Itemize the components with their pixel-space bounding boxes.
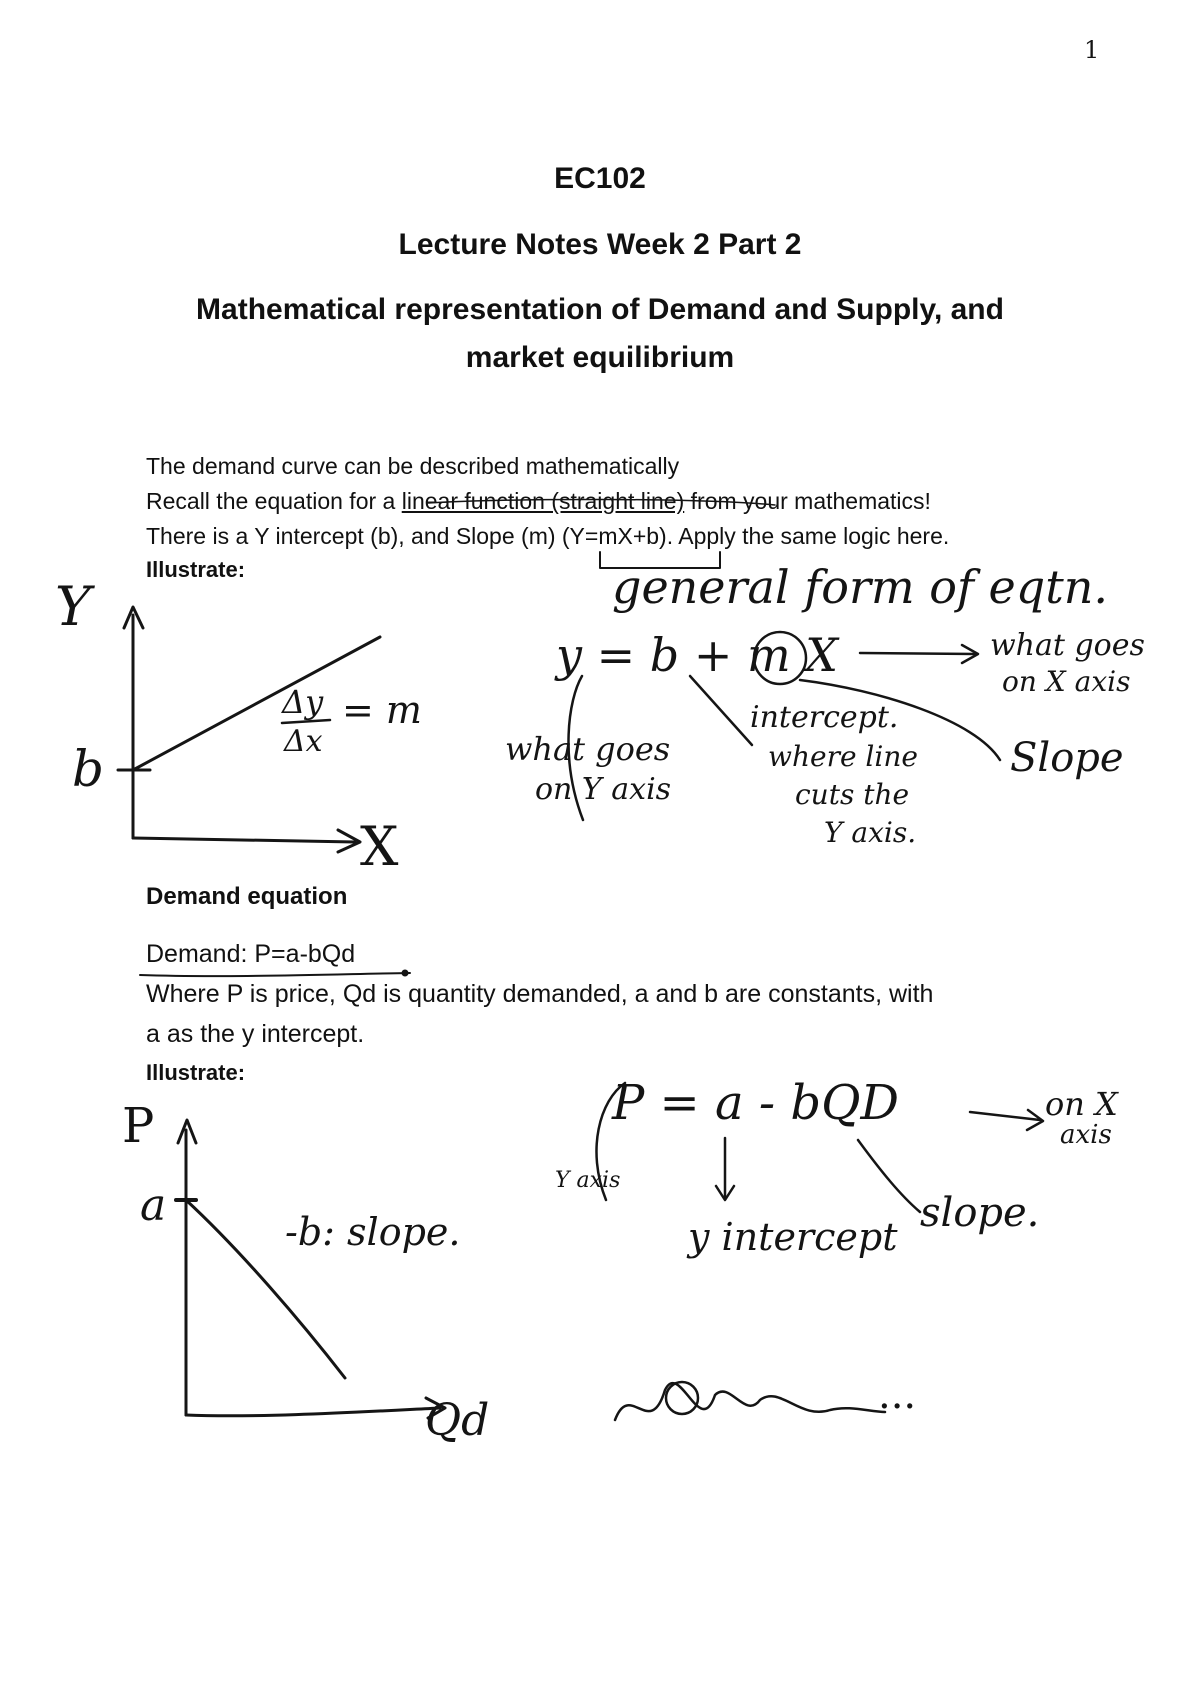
intercept-label-b: b	[72, 740, 105, 798]
on-x-axis-line2: axis	[1060, 1120, 1112, 1150]
what-goes-on-y-line1: what goes	[505, 730, 671, 768]
intro-line-2-start: Recall the equation for a	[146, 488, 402, 514]
y-axis-note: Y axis	[555, 1168, 621, 1193]
demand-where-line2: a as the y intercept.	[146, 1020, 365, 1048]
what-goes-on-x-line1: what goes	[990, 628, 1145, 663]
illustrate-label-2: Illustrate:	[146, 1060, 246, 1085]
y-intercept-note: y intercept	[688, 1215, 898, 1259]
slope-formula-denominator: Δx	[284, 724, 323, 759]
axis-label-x: X	[360, 815, 399, 878]
course-title: EC102	[554, 162, 646, 195]
intro-line-2-linear: linear function (straight line)	[401, 488, 685, 514]
slope-formula-equals-m: = m	[342, 688, 422, 732]
intro-line-3: There is a Y intercept (b), and Slope (m) (Y=mX+b). Apply the same logic here.	[146, 523, 950, 549]
intercept-note-line4: Y axis.	[824, 816, 917, 849]
demand-handwritten-equation: P = a - bQD	[612, 1075, 899, 1131]
intercept-note-line2: where line	[768, 740, 918, 773]
intercept-note-line1: intercept.	[750, 700, 899, 735]
axis-label-qd: Qd	[425, 1395, 490, 1446]
page-number: 1	[1084, 36, 1100, 64]
what-goes-on-x-line2: on X axis	[1002, 665, 1131, 698]
axis-label-y: Y	[55, 575, 91, 638]
intercept-label-a: a	[140, 1180, 167, 1231]
lecture-title: Lecture Notes Week 2 Part 2	[398, 228, 802, 261]
demand-where-line1: Where P is price, Qd is quantity demanded, a and b are constants, with	[146, 980, 934, 1008]
demand-equation: Demand: P=a-bQd	[146, 940, 356, 968]
topic-title-line2: market equilibrium	[465, 341, 735, 374]
slope-formula-numerator: Δy	[282, 683, 324, 721]
demand-heading: Demand equation	[146, 883, 348, 910]
on-x-axis-line1: on X	[1045, 1085, 1118, 1123]
intro-line-1: The demand curve can be described mathematically	[146, 453, 680, 479]
intro-line-2-end: from your mathematics!	[684, 488, 931, 514]
what-goes-on-y-line2: on Y axis	[535, 772, 672, 807]
general-equation: y = b + m X	[556, 628, 838, 682]
slope-note-2: slope.	[920, 1190, 1040, 1236]
intercept-note-line3: cuts the	[795, 778, 910, 811]
slope-note: Slope	[1010, 735, 1124, 781]
axis-label-p: P	[122, 1098, 155, 1154]
general-form-label: general form of eqtn.	[612, 560, 1108, 614]
scribble-tail: ...	[878, 1372, 917, 1418]
illustrate-label-1: Illustrate:	[146, 557, 246, 582]
demand-slope-label: -b: slope.	[285, 1210, 461, 1254]
topic-title-line1: Mathematical representation of Demand and Supply, and	[196, 293, 1004, 326]
